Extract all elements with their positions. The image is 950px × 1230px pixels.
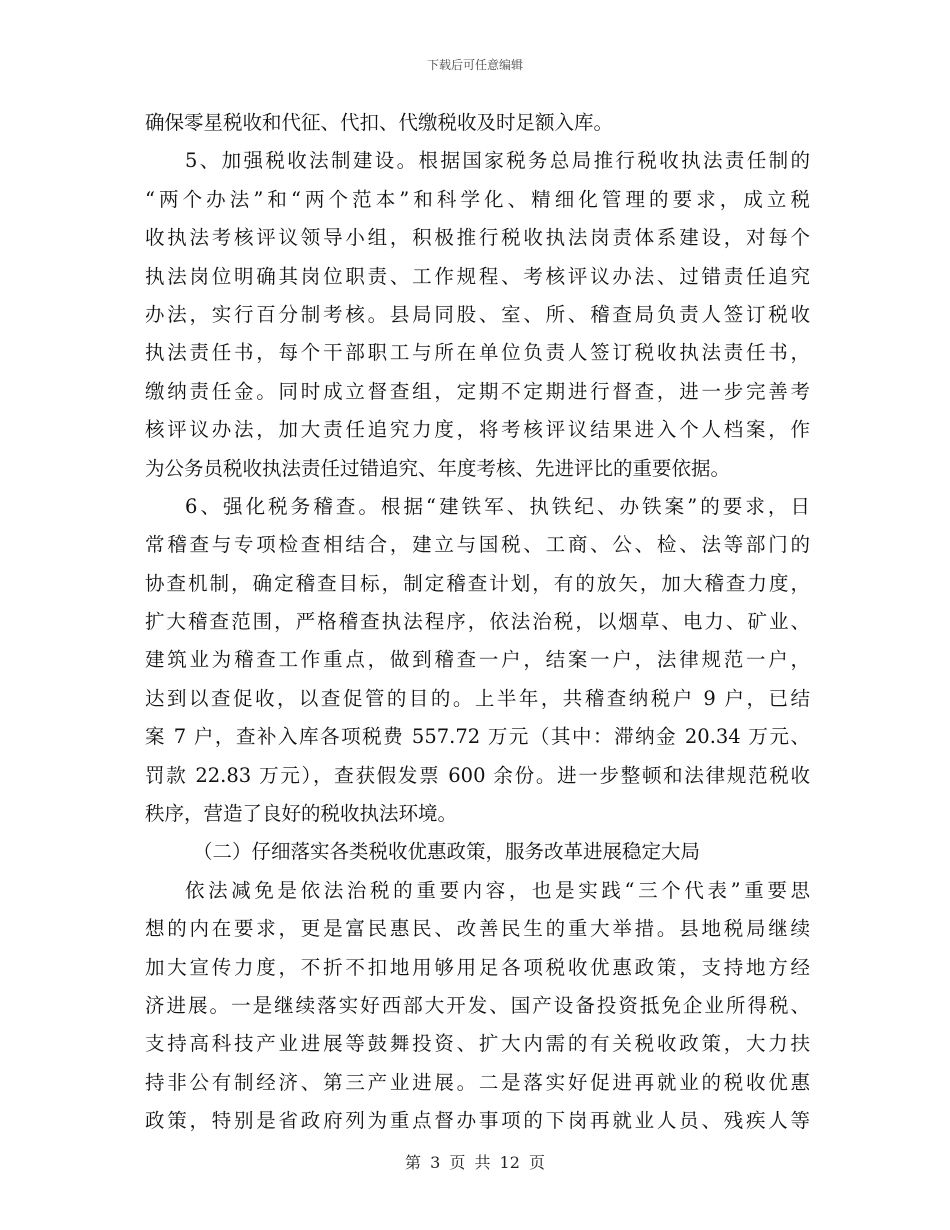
text-line: 政策，特别是省政府列为重点督办事项的下岗再就业人员、残疾人等 <box>145 1109 810 1133</box>
section-heading: （二）仔细落实各类税收优惠政策，服务改革进展稳定大局 <box>193 840 701 864</box>
text-line: 建筑业为稽查工作重点，做到稽查一户，结案一户，法律规范一户， <box>145 648 810 672</box>
document-body <box>145 104 810 1141</box>
text-line: 协查机制，确定稽查目标，制定稽查计划，有的放矢，加大稽查力度， <box>145 571 810 595</box>
paragraph-start-line: 依法减免是依法治税的重要内容，也是实践“三个代表”重要思 <box>185 878 810 902</box>
text-line: 加大宣传力度，不折不扣地用够用足各项税收优惠政策，支持地方经 <box>145 955 810 979</box>
text-line: 支持高科技产业进展等鼓舞投资、扩大内需的有关税收政策，大力扶 <box>145 1032 810 1056</box>
text-line: 罚款 22.83 万元），查获假发票 600 余份。进一步整顿和法律规范税收 <box>145 763 810 787</box>
text-line: 核评议办法，加大责任追究力度，将考核评议结果进入个人档案，作 <box>145 418 810 442</box>
text-line: “两个办法”和“两个范本”和科学化、精细化管理的要求，成立税 <box>145 187 810 211</box>
page-footer: 第 3 页 共 12 页 <box>405 1153 545 1172</box>
text-line: 缴纳责任金。同时成立督查组，定期不定期进行督查，进一步完善考 <box>145 379 810 403</box>
text-line: 秩序，营造了良好的税收执法环境。 <box>145 802 458 826</box>
text-line: 收执法考核评议领导小组，积极推行税收执法岗责体系建设，对每个 <box>145 226 810 250</box>
text-line: 案 7 户，查补入库各项税费 557.72 万元（其中：滞纳金 20.34 万元、 <box>145 725 810 749</box>
text-line: 执法岗位明确其岗位职责、工作规程、考核评议办法、过错责任追究 <box>145 264 810 288</box>
text-line: 常稽查与专项检查相结合，建立与国税、工商、公、检、法等部门的 <box>145 533 810 557</box>
text-line: 办法，实行百分制考核。县局同股、室、所、稽查局负责人签订税收 <box>145 302 810 326</box>
text-line: 为公务员税收执法责任过错追究、年度考核、先进评比的重要依据。 <box>145 456 731 480</box>
text-line: 执法责任书，每个干部职工与所在单位负责人签订税收执法责任书， <box>145 341 810 365</box>
paragraph-start-line: 5、加强税收法制建设。根据国家税务总局推行税收执法责任制的 <box>185 149 810 173</box>
text-line: 济进展。一是继续落实好西部大开发、国产设备投资抵免企业所得税、 <box>145 993 810 1017</box>
text-line: 持非公有制经济、第三产业进展。二是落实好促进再就业的税收优惠 <box>145 1070 810 1094</box>
text-line: 扩大稽查范围，严格稽查执法程序，依法治税，以烟草、电力、矿业、 <box>145 610 810 634</box>
paragraph-start-line: 6、强化税务稽查。根据“建铁军、执铁纪、办铁案”的要求，日 <box>185 494 810 518</box>
text-line: 达到以查促收，以查促管的目的。上半年，共稽查纳税户 9 户，已结 <box>145 686 810 710</box>
page-header: 下载后可任意编辑 <box>426 58 523 72</box>
text-line: 想的内在要求，更是富民惠民、改善民生的重大举措。县地税局继续 <box>145 917 810 941</box>
text-line: 确保零星税收和代征、代扣、代缴税收及时足额入库。 <box>145 111 614 134</box>
